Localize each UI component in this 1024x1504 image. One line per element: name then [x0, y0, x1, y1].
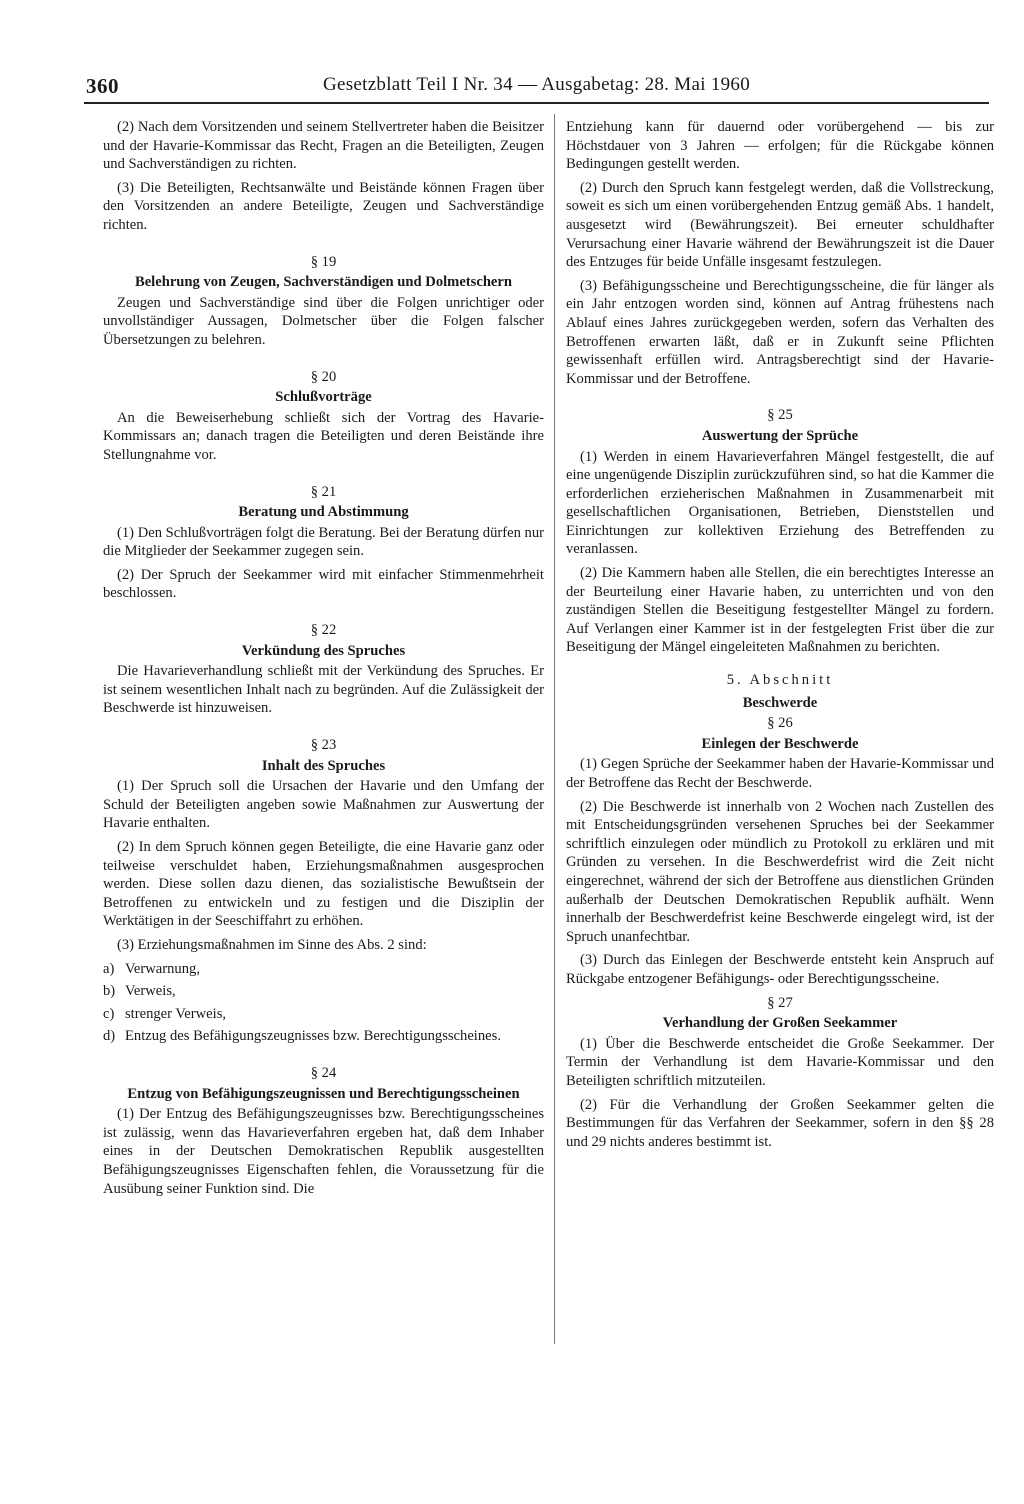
section-title-23: Inhalt des Spruches: [261, 757, 386, 774]
paragraph: (2) In dem Spruch können gegen Beteiligte, die eine Havarie ganz oder teilweise verschuldet haben, Erziehungsmaßnahmen ausgesprochen werden. Diese sollen dazu dienen, das sozialistische Bewußtsein der Betroffenen zu entwickeln und zu festigen und die Disziplin der Werktätigen in der Seeschiffahrt zu erhöhen.: [103, 839, 544, 930]
section-title-27: Verhandlung der Großen Seekammer: [662, 1015, 898, 1032]
section-title-22: Verkündung des Spruches: [241, 642, 406, 659]
paragraph: (1) Über die Beschwerde entscheidet die Große Seekammer. Der Termin der Verhandlung ist dem Havarie-Kommissar und den Beteiligten schriftlich mitzuteilen.: [566, 1035, 994, 1089]
chapter-heading: 5. Abschnitt: [726, 672, 834, 689]
chapter-title: Beschwerde: [742, 694, 818, 711]
section-title-24: Entzug von Befähigungszeugnissen und Berechtigungsscheinen: [127, 1085, 520, 1102]
list-text: strenger Verweis,: [125, 1005, 227, 1022]
section-title-26: Einlegen der Beschwerde: [701, 735, 859, 752]
section-title-25: Auswertung der Sprüche: [701, 427, 859, 444]
paragraph: (2) Nach dem Vorsitzenden und seinem Stellvertreter haben die Beisitzer und der Havarie-Kommissar das Recht, Fragen an die Beteiligten, Zeugen und Sachverständigen zu richten.: [103, 119, 544, 173]
paragraph: (2) Für die Verhandlung der Großen Seekammer gelten die Bestimmungen für das Verfahren der Seekammer, sofern in den §§ 28 und 29 nichts anderes bestimmt ist.: [566, 1096, 994, 1150]
section-number-26: § 26: [767, 715, 793, 732]
section-number-24: § 24: [310, 1064, 337, 1081]
paragraph: (3) Erziehungsmaßnahmen im Sinne des Abs. 2 sind:: [117, 936, 427, 953]
page-header: [84, 72, 989, 104]
section-number-22: § 22: [310, 622, 337, 639]
section-number-20: § 20: [310, 368, 337, 385]
paragraph: (3) Die Beteiligten, Rechtsanwälte und Beistände können Fragen über den Vorsitzenden an andere Beteiligte, Zeugen und Sachverständige richten.: [103, 179, 544, 233]
header-title: Gesetzblatt Teil I Nr. 34 — Ausgabetag: 28. Mai 1960: [322, 74, 751, 95]
list-item: [103, 1027, 544, 1046]
section-number-23: § 23: [310, 737, 337, 754]
section-title-19: Belehrung von Zeugen, Sachverständigen und Dolmetschern: [134, 274, 513, 291]
page-number: 360: [86, 74, 119, 98]
list-item: [103, 982, 544, 1001]
list-label: d): [103, 1028, 116, 1045]
paragraph: (1) Der Spruch soll die Ursachen der Havarie und den Umfang der Schuld der Beteiligten angeben sowie Maßnahmen zur Auswertung der Havarie enthalten.: [103, 778, 544, 832]
list-item: [103, 960, 544, 979]
paragraph: Zeugen und Sachverständige sind über die Folgen unrichtiger oder unvollständiger Aussagen, Dolmetscher über die Folgen falscher Übersetzungen zu belehren.: [103, 294, 544, 348]
paragraph: An die Beweiserhebung schließt sich der Vortrag des Havarie-Kommissars an; danach tragen die Beteiligten und deren Beistände ihre Stellungnahme vor.: [103, 409, 544, 463]
list-label: c): [103, 1005, 115, 1022]
list-label: a): [103, 960, 115, 977]
paragraph: (3) Durch das Einlegen der Beschwerde entsteht kein Anspruch auf Rückgabe entzogener Befähigungs- oder Berechtigungsscheine.: [566, 952, 994, 987]
paragraph: (2) Die Kammern haben alle Stellen, die ein berechtigtes Interesse an der Beurteilung einer Havarie haben, zu unterrichten und von den zuständigen Stellen die Beseitigung festgestellter Mängel zu fordern. Auf Verlangen einer Kammer ist in der festgelegten Frist über die zur Beseitigung der Mängel eingeleiteten Maßnahmen zu berichten.: [566, 565, 994, 656]
list-text: Entzug des Befähigungszeugnisses bzw. Berechtigungsscheines.: [125, 1028, 501, 1045]
paragraph: (2) Durch den Spruch kann festgelegt werden, daß die Vollstreckung, soweit es sich um einen vorübergehenden Entzug gemäß Abs. 1 handelt, ausgesetzt wird (Bewährungszeit). Bei erneuter schuldhafter Verursachung einer Havarie während der Bewährungszeit ist die Dauer des Entzuges für beide Unfälle insgesamt festzulegen.: [566, 179, 994, 271]
column-divider: [554, 114, 555, 1344]
section-title-21: Beratung und Abstimmung: [238, 504, 409, 521]
paragraph: Entziehung kann für dauernd oder vorübergehend — bis zur Höchstdauer von 3 Jahren — erfolgen; für die Rückgabe können Bedingungen gestellt werden.: [566, 119, 994, 173]
section-number-25: § 25: [767, 407, 793, 424]
list-text: Verwarnung,: [125, 960, 200, 977]
paragraph: Die Havarieverhandlung schließt mit der Verkündung des Spruches. Er ist seinem wesentlichen Inhalt nach zu begründen. Auf die Zulässigkeit der Beschwerde ist hinzuweisen.: [103, 663, 544, 717]
paragraph: (2) Die Beschwerde ist innerhalb von 2 Wochen nach Zustellen des mit Entscheidungsgründen versehenen Spruches bei der Seekammer schriftlich einzulegen oder mündlich zu Protokoll zu erklären und mit Gründen zu versehen. In die Beschwerdefrist wird die Zeit nicht eingerechnet, während der sich der Betroffene aus dienstlichen Gründen außerhalb der Deutschen Demokratischen Republik aufhält. Wenn innerhalb der Beschwerdefrist keine Beschwerde eingelegt wird, ist der Spruch unanfechtbar.: [566, 798, 994, 945]
list-label: b): [103, 983, 116, 1000]
paragraph: (2) Der Spruch der Seekammer wird mit einfacher Stimmenmehrheit beschlossen.: [103, 566, 544, 602]
paragraph: (1) Werden in einem Havarieverfahren Mängel festgestellt, die auf eine ungenügende Disziplin zurückzuführen sind, so hat die Kammer die erforderlichen erzieherischen Maßnahmen in Zusammenarbeit mit gesellschaftlichen Organisationen, Betrieben, Dienststellen und Einrichtungen zur kollektiven Erziehung des Betreffenden zu veranlassen.: [566, 448, 994, 558]
section-number-21: § 21: [310, 483, 337, 500]
paragraph: (1) Den Schlußvorträgen folgt die Beratung. Bei der Beratung dürfen nur die Mitglieder der Seekammer zugegen sein.: [103, 524, 544, 560]
left-column: [103, 118, 544, 1203]
list-item: [103, 1005, 544, 1024]
section-title-20: Schlußvorträge: [275, 389, 372, 406]
section-number-19: § 19: [310, 253, 337, 270]
paragraph: (3) Befähigungsscheine und Berechtigungsscheine, die für länger als ein Jahr entzogen worden sind, können auf Antrag frühestens nach Ablauf eines Jahres zurückgegeben werden, sofern das Verhalten des Betroffenen erwarten läßt, daß er in Zukunft seine Pflichten gewissenhaft erfüllen wird. Antragsberechtigt sind der Havarie-Kommissar und der Betroffene.: [566, 277, 994, 387]
paragraph: (1) Der Entzug des Befähigungszeugnisses bzw. Berechtigungsscheines ist zulässig, wenn das Havarieverfahren ergeben hat, daß dem Inhaber eines in der Deutschen Demokratischen Republik ausgestellten Befähigungszeugnisses Eigenschaften fehlen, die Voraussetzung für die Ausübung seiner Funktion sind. Die: [103, 1106, 544, 1197]
right-column: [566, 118, 994, 1156]
list-text: Verweis,: [125, 983, 176, 1000]
paragraph: (1) Gegen Sprüche der Seekammer haben der Havarie-Kommissar und der Betroffene das Recht der Beschwerde.: [566, 756, 994, 791]
section-number-27: § 27: [767, 994, 793, 1011]
